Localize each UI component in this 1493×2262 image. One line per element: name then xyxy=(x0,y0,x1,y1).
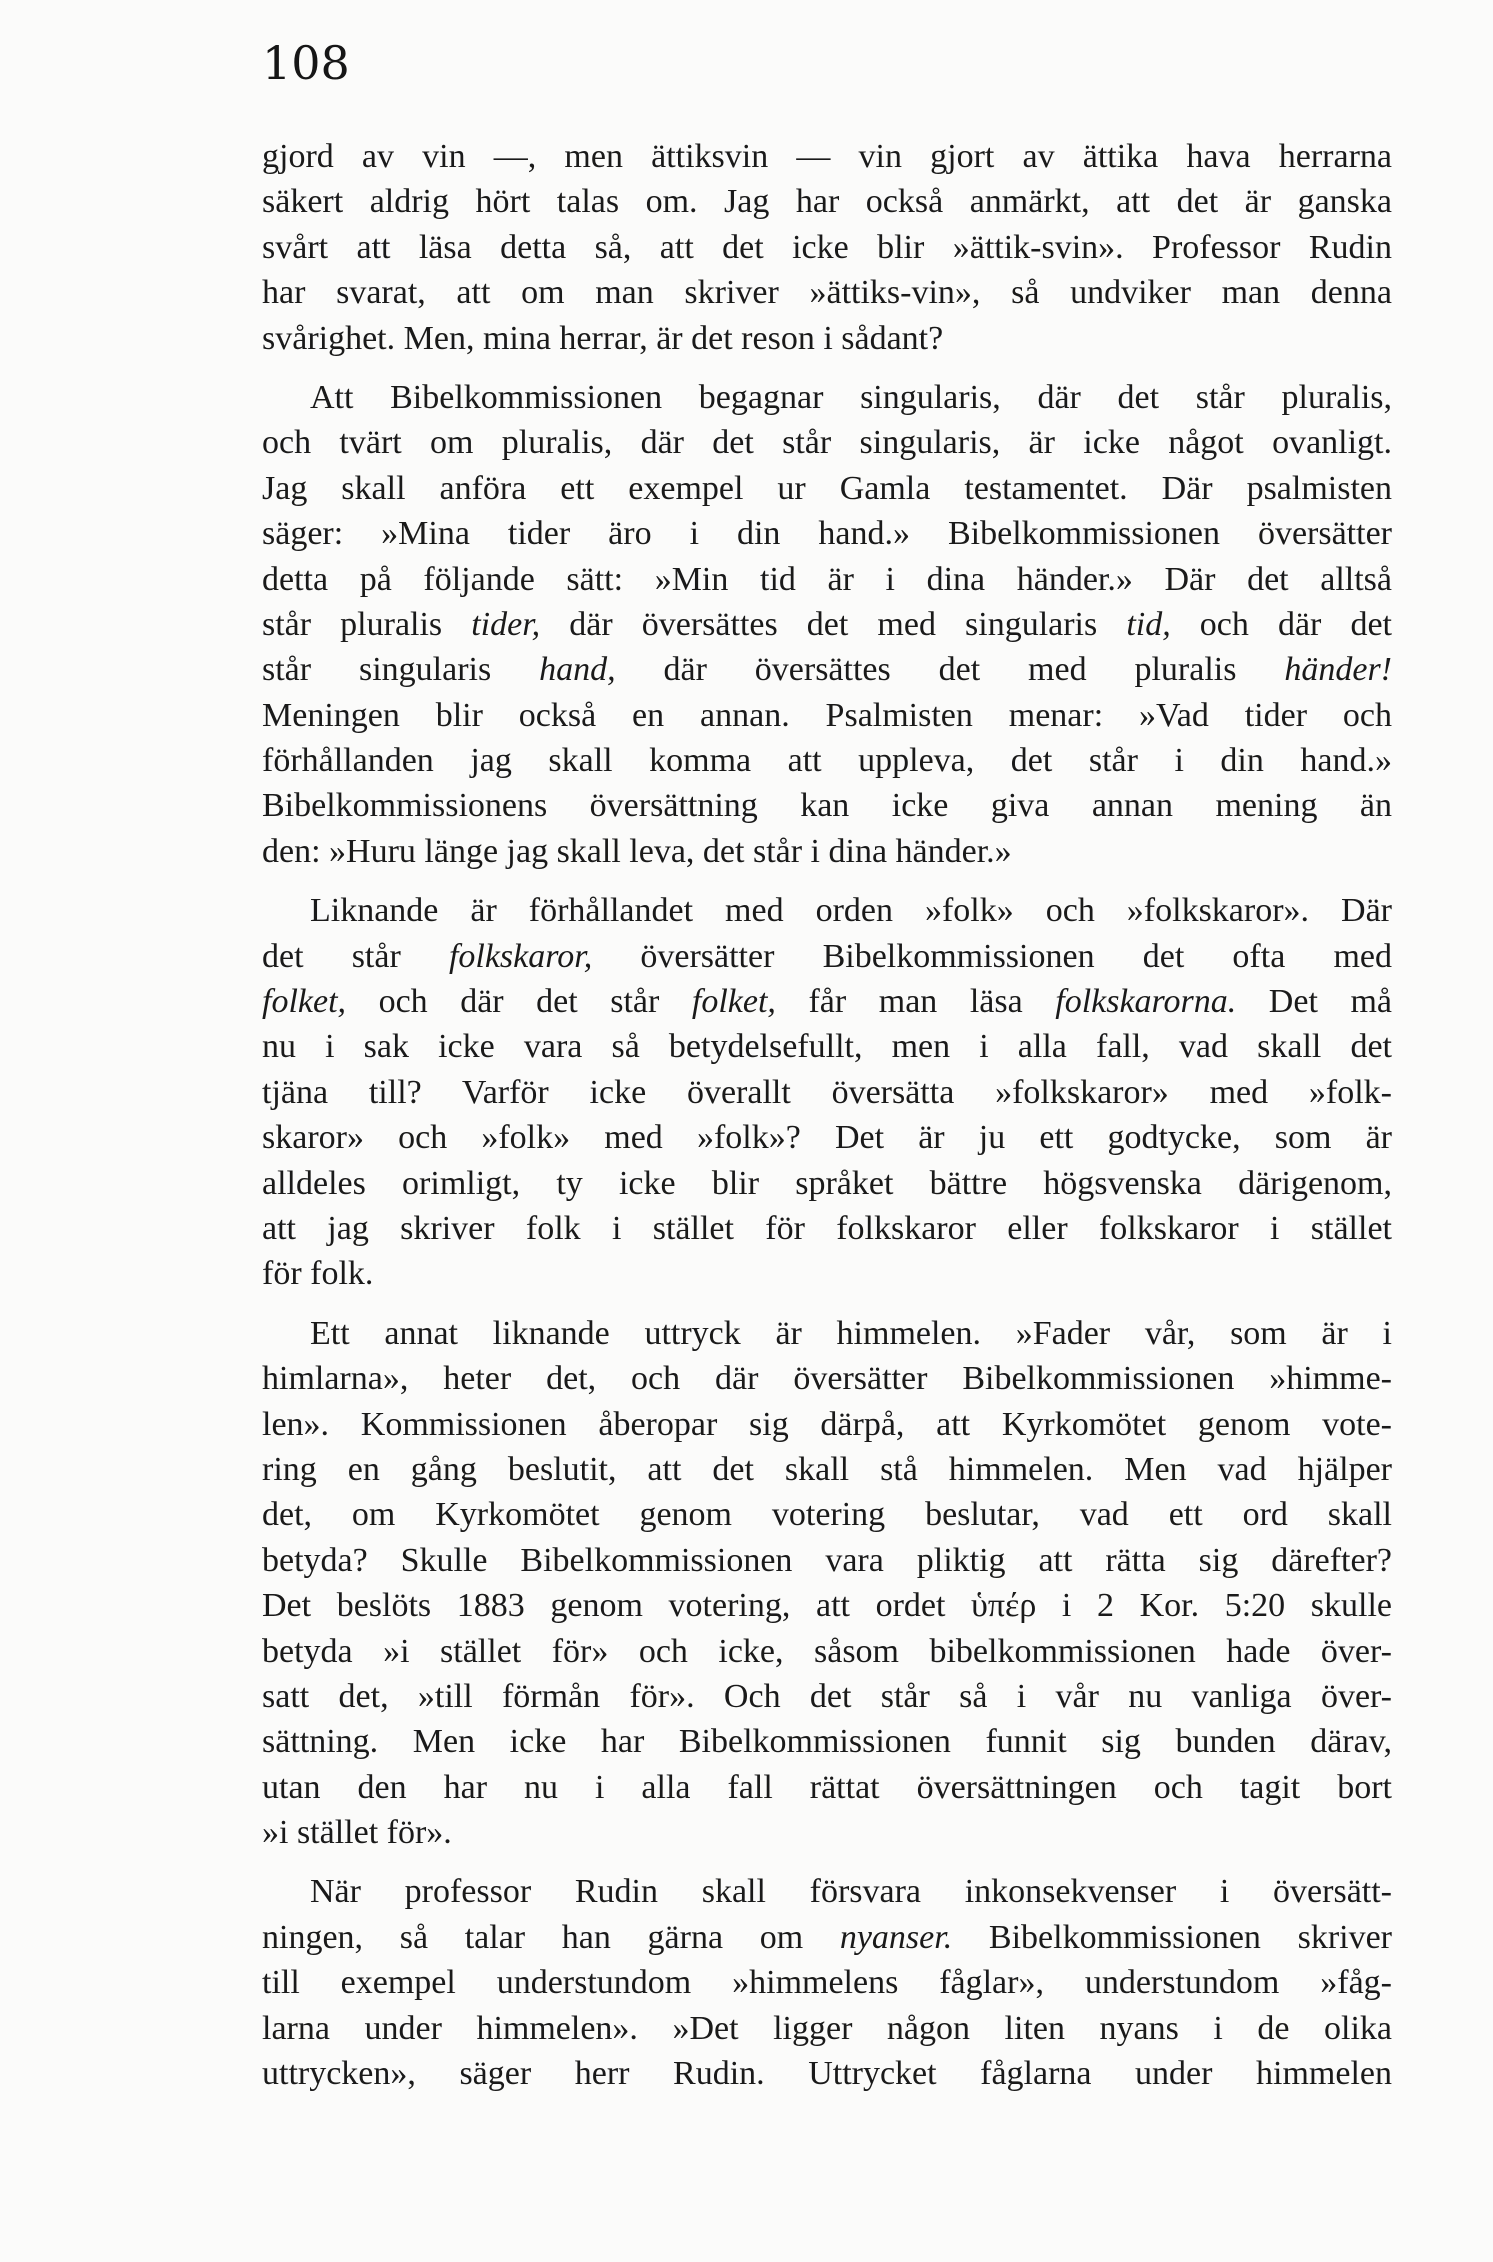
text-line xyxy=(262,1024,1392,1069)
text-segment: Det beslöts 1883 genom votering, att ordet ὑπέρ i 2 Kor. 5:20 skulle xyxy=(262,1587,1392,1625)
text-segment: När professor Rudin skall försvara inkonsekvenser i översätt- xyxy=(310,1873,1392,1911)
text-segment: den: »Huru länge jag skall leva, det står i dina händer.» xyxy=(262,832,1012,870)
text-line xyxy=(262,1492,1392,1537)
text-segment: skaror» och »folk» med »folk»? Det är ju ett godtycke, som är xyxy=(262,1119,1392,1157)
text-segment: ningen, så talar han gärna om xyxy=(262,1918,840,1956)
text-line xyxy=(262,693,1392,738)
italic-text: nyanser. xyxy=(839,1918,953,1956)
text-segment: för folk. xyxy=(262,1255,374,1293)
text-segment: Bibelkommissionens översättning kan icke giva annan mening än xyxy=(262,787,1392,825)
text-segment: Liknande är förhållandet med orden »folk» och »folkskaror». Där xyxy=(310,892,1392,930)
text-line xyxy=(262,1583,1392,1628)
text-line xyxy=(262,1206,1392,1251)
text-segment: står singularis xyxy=(262,651,540,689)
text-segment: översätter Bibelkommissionen det ofta med xyxy=(592,937,1392,975)
text-segment: Att Bibelkommissionen begagnar singularis, där det står pluralis, xyxy=(310,378,1392,416)
text-segment: utan den har nu i alla fall rättat översättningen och tagit bort xyxy=(262,1768,1392,1806)
text-line xyxy=(262,783,1392,828)
text-line xyxy=(262,1161,1392,1206)
text-segment: satt det, »till förmån för». Och det står så i vår nu vanliga över- xyxy=(262,1677,1392,1715)
text-line xyxy=(262,1960,1392,2005)
italic-text: folkskarorna. xyxy=(1055,983,1237,1021)
page-number: 108 xyxy=(262,36,350,90)
text-segment: och tvärt om pluralis, där det står singularis, är icke något ovanligt. xyxy=(262,424,1392,462)
text-line xyxy=(262,557,1392,602)
text-segment: larna under himmelen». »Det ligger någon liten nyans i de olika xyxy=(262,2009,1392,2047)
text-segment: där översättes det med pluralis xyxy=(615,651,1285,689)
text-segment: Meningen blir också en annan. Psalmisten menar: »Vad tider och xyxy=(262,696,1392,734)
text-segment: säger: »Mina tider äro i din hand.» Bibelkommissionen översätter xyxy=(262,515,1392,553)
text-line xyxy=(262,602,1392,647)
text-line xyxy=(262,1869,1392,1914)
text-segment: får man läsa xyxy=(775,983,1056,1021)
text-line xyxy=(262,1674,1392,1719)
text-line xyxy=(262,1070,1392,1115)
text-line xyxy=(262,1447,1392,1492)
text-segment: Det må xyxy=(1236,983,1392,1021)
body-text xyxy=(262,134,1392,2096)
text-line xyxy=(262,1311,1392,1356)
text-segment: det står xyxy=(262,937,449,975)
text-segment: där översättes det med singularis xyxy=(540,605,1127,643)
text-segment: himlarna», heter det, och där översätter Bibelkommissionen »himme- xyxy=(262,1360,1392,1398)
text-segment: Bibelkommissionen skriver xyxy=(952,1918,1392,1956)
text-line xyxy=(262,225,1392,270)
text-segment: står pluralis xyxy=(262,605,472,643)
text-line xyxy=(262,1538,1392,1583)
text-segment: ring en gång beslutit, att det skall stå himmelen. Men vad hjälper xyxy=(262,1450,1392,1488)
text-segment: har svarat, att om man skriver »ättiks-vin», så undviker man denna xyxy=(262,274,1392,312)
text-line xyxy=(262,179,1392,224)
text-line xyxy=(262,1915,1392,1960)
text-segment: betyda? Skulle Bibelkommissionen vara pliktig att rätta sig därefter? xyxy=(262,1541,1392,1579)
text-segment: förhållanden jag skall komma att uppleva, det står i din hand.» xyxy=(262,742,1392,780)
text-line xyxy=(262,979,1392,1024)
text-segment: detta på följande sätt: »Min tid är i dina händer.» Där det alltså xyxy=(262,560,1392,598)
text-segment: tjäna till? Varför icke överallt översätta »folkskaror» med »folk- xyxy=(262,1073,1392,1111)
text-line xyxy=(262,316,1392,361)
text-line xyxy=(262,888,1392,933)
text-line xyxy=(262,1765,1392,1810)
italic-text: tider, xyxy=(471,605,541,643)
text-segment: Jag skall anföra ett exempel ur Gamla testamentet. Där psalmisten xyxy=(262,469,1392,507)
text-segment: säkert aldrig hört talas om. Jag har också anmärkt, att det är ganska xyxy=(262,183,1392,221)
text-line xyxy=(262,1356,1392,1401)
text-segment: len». Kommissionen åberopar sig därpå, att Kyrkomötet genom vote- xyxy=(262,1405,1392,1443)
text-line xyxy=(262,738,1392,783)
italic-text: tid, xyxy=(1126,605,1171,643)
text-line xyxy=(262,1402,1392,1447)
text-line xyxy=(262,1629,1392,1674)
text-line xyxy=(262,1719,1392,1764)
text-segment: gjord av vin —, men ättiksvin — vin gjort av ättika hava herrarna xyxy=(262,138,1392,175)
text-segment: sättning. Men icke har Bibelkommissionen funnit sig bunden därav, xyxy=(262,1723,1392,1761)
italic-text: händer! xyxy=(1284,651,1393,689)
text-segment: alldeles orimligt, ty icke blir språket bättre högsvenska därigenom, xyxy=(262,1164,1392,1202)
text-line xyxy=(262,511,1392,556)
text-segment: nu i sak icke vara så betydelsefullt, men i alla fall, vad skall det xyxy=(262,1028,1392,1066)
text-line xyxy=(262,1251,1392,1296)
text-segment: svårt att läsa detta så, att det icke blir »ättik-svin». Professor Rudin xyxy=(262,228,1392,266)
text-line xyxy=(262,270,1392,315)
text-line xyxy=(262,647,1392,692)
text-line xyxy=(262,829,1392,874)
text-segment: och där det xyxy=(1170,605,1392,643)
text-line xyxy=(262,420,1392,465)
italic-text: folkskaror, xyxy=(448,937,593,975)
text-segment: Ett annat liknande uttryck är himmelen. »Fader vår, som är i xyxy=(310,1314,1392,1352)
text-line xyxy=(262,2006,1392,2051)
text-segment: till exempel understundom »himmelens fåglar», understundom »fåg- xyxy=(262,1964,1392,2002)
text-line xyxy=(262,466,1392,511)
text-segment: uttrycken», säger herr Rudin. Uttrycket fåglarna under himmelen xyxy=(262,2055,1392,2093)
text-line xyxy=(262,1115,1392,1160)
text-segment: »i stället för». xyxy=(262,1814,452,1852)
italic-text: folket, xyxy=(262,983,347,1021)
text-line xyxy=(262,1810,1392,1855)
text-line xyxy=(262,934,1392,979)
text-segment: det, om Kyrkomötet genom votering beslutar, vad ett ord skall xyxy=(262,1496,1392,1534)
text-line xyxy=(262,134,1392,179)
text-line xyxy=(262,375,1392,420)
text-segment: svårighet. Men, mina herrar, är det reson i sådant? xyxy=(262,319,944,357)
text-segment: att jag skriver folk i stället för folkskaror eller folkskaror i stället xyxy=(262,1209,1392,1247)
text-segment: betyda »i stället för» och icke, såsom bibelkommissionen hade över- xyxy=(262,1632,1392,1670)
italic-text: folket, xyxy=(691,983,776,1021)
text-segment: och där det står xyxy=(346,983,692,1021)
text-line xyxy=(262,2051,1392,2096)
italic-text: hand, xyxy=(539,651,616,689)
